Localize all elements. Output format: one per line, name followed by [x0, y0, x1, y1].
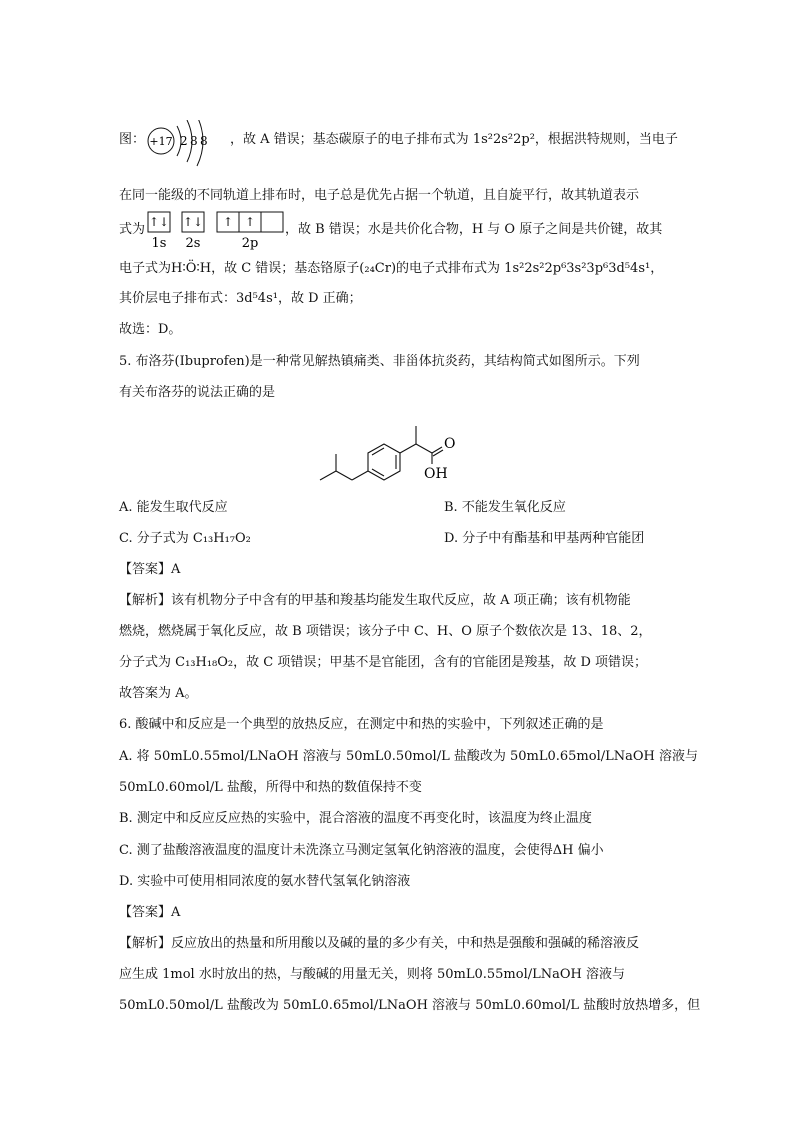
- bond-4: [352, 471, 368, 480]
- bond-3: [336, 471, 352, 480]
- bond-5: [400, 444, 416, 453]
- q5-option-b: B. 不能发生氧化反应: [444, 500, 566, 515]
- benzene-ring: [368, 444, 400, 480]
- orbital-label-1s: 1s: [151, 236, 167, 250]
- q5-answer: 【答案】A: [119, 562, 181, 577]
- q6-option-a-line-2: 50mL0.60mol/L 盐酸，所得中和热的数值保持不变: [119, 780, 422, 795]
- q4-expl-line-2: 在同一能级的不同轨道上排布时，电子总是优先占据一个轨道，且自旋平行，故其轨道表示: [119, 188, 640, 203]
- orbital-2p-1-electron: ↑: [222, 215, 234, 229]
- hydroxyl-label: OH: [424, 466, 448, 482]
- q6-option-d: D. 实验中可使用相同浓度的氨水替代氢氧化钠溶液: [119, 874, 411, 889]
- carbon-orbital-diagram: [145, 210, 285, 250]
- ring-double-1: [372, 448, 384, 455]
- ibuprofen-structure: [318, 420, 488, 495]
- q5-stem-line-1: 5. 布洛芬(Ibuprofen)是一种常见解热镇痛类、非甾体抗炎药，其结构简式如图所示。下列: [119, 354, 640, 369]
- q5-expl-line-1: 【解析】该有机物分子中含有的甲基和羧基均能发生取代反应，故 A 项正确；该有机物能: [119, 593, 631, 608]
- q6-expl-line-3: 50mL0.50mol/L 盐酸改为 50mL0.65mol/LNaOH 溶液与 50mL0.60mol/L 盐酸时放热增多，但: [119, 998, 701, 1013]
- orbital-label-2s: 2s: [185, 236, 201, 250]
- q6-stem: 6. 酸碱中和反应是一个典型的放热反应，在测定中和热的实验中，下列叙述正确的是: [119, 717, 604, 732]
- q5-expl-line-4: 故答案为 A。: [119, 686, 198, 701]
- nucleus-charge: +17: [149, 135, 173, 148]
- q5-expl-line-3: 分子式为 C₁₃H₁₈O₂，故 C 项错误；甲基不是官能团，含有的官能团是羧基，故 D 项错误；: [119, 655, 648, 670]
- q5-option-c: C. 分子式为 C₁₃H₁₇O₂: [119, 531, 251, 546]
- q6-option-a-line-1: A. 将 50mL0.55mol/LNaOH 溶液与 50mL0.50mol/L 盐酸改为 50mL0.65mol/LNaOH 溶液与: [119, 749, 699, 764]
- q6-answer: 【答案】A: [119, 905, 181, 920]
- q4-expl-l3-suffix: ，故 B 错误；水是共价化合物，H 与 O 原子之间是共价键，故其: [285, 222, 663, 237]
- q4-expl-suffix: ，故 A 错误；基态碳原子的电子排布式为 1s²2s²2p²，根据洪特规则，当电子: [230, 132, 678, 147]
- q6-expl-line-2: 应生成 1mol 水时放出的热，与酸碱的用量无关，则将 50mL0.55mol/LNaOH 溶液与: [119, 967, 626, 982]
- shell-3-electrons: 8: [200, 134, 208, 148]
- carbonyl-oxygen-label: O: [444, 436, 456, 452]
- bond-6: [416, 444, 432, 453]
- q4-expl-line-5: 其价层电子排布式：3d⁵4s¹，故 D 正确；: [119, 291, 362, 306]
- q5-expl-line-2: 燃烧，燃烧属于氧化反应，故 B 项错误；该分子中 C、H、O 原子个数依次是 13、18、2，: [119, 624, 652, 639]
- ring-double-3: [372, 469, 384, 476]
- q4-expl-l3-prefix: 式为: [119, 222, 146, 237]
- q5-option-a: A. 能发生取代反应: [119, 500, 228, 515]
- chlorine-atom-structure-diagram: [119, 120, 219, 170]
- shell-2-electrons: 8: [190, 134, 198, 148]
- bond-1: [320, 471, 336, 480]
- q4-expl-line-6: 故选：D。: [119, 322, 182, 337]
- orbital-label-2p: 2p: [241, 236, 259, 250]
- q5-stem-line-2: 有关布洛芬的说法正确的是: [119, 385, 276, 400]
- q6-option-c: C. 测了盐酸溶液温度的温度计未洗涤立马测定氢氧化钠溶液的温度，会使得ΔH 偏小: [119, 843, 604, 858]
- orbital-1s-electrons: ↑↓: [148, 215, 170, 229]
- orbital-2s-electrons: ↑↓: [182, 215, 204, 229]
- orbital-box-2p-3: [261, 212, 283, 232]
- q4-expl-line-4: 电子式为H∶Ö∶H，故 C 错误；基态铬原子(₂₄Cr)的电子式排布式为 1s²2s²2p⁶3s²3p⁶3d⁵4s¹，: [119, 261, 664, 276]
- shell-1-electrons: 2: [180, 134, 188, 148]
- q5-option-d: D. 分子中有酯基和甲基两种官能团: [444, 531, 645, 546]
- orbital-2p-2-electron: ↑: [244, 215, 256, 229]
- q6-option-b: B. 测定中和反应反应热的实验中，混合溶液的温度不再变化时，该温度为终止温度: [119, 811, 592, 826]
- q4-expl-prefix: 图：: [119, 132, 146, 147]
- q6-expl-line-1: 【解析】反应放出的热量和所用酸以及碱的量的多少有关，中和热是强酸和强碱的稀溶液反: [119, 936, 640, 951]
